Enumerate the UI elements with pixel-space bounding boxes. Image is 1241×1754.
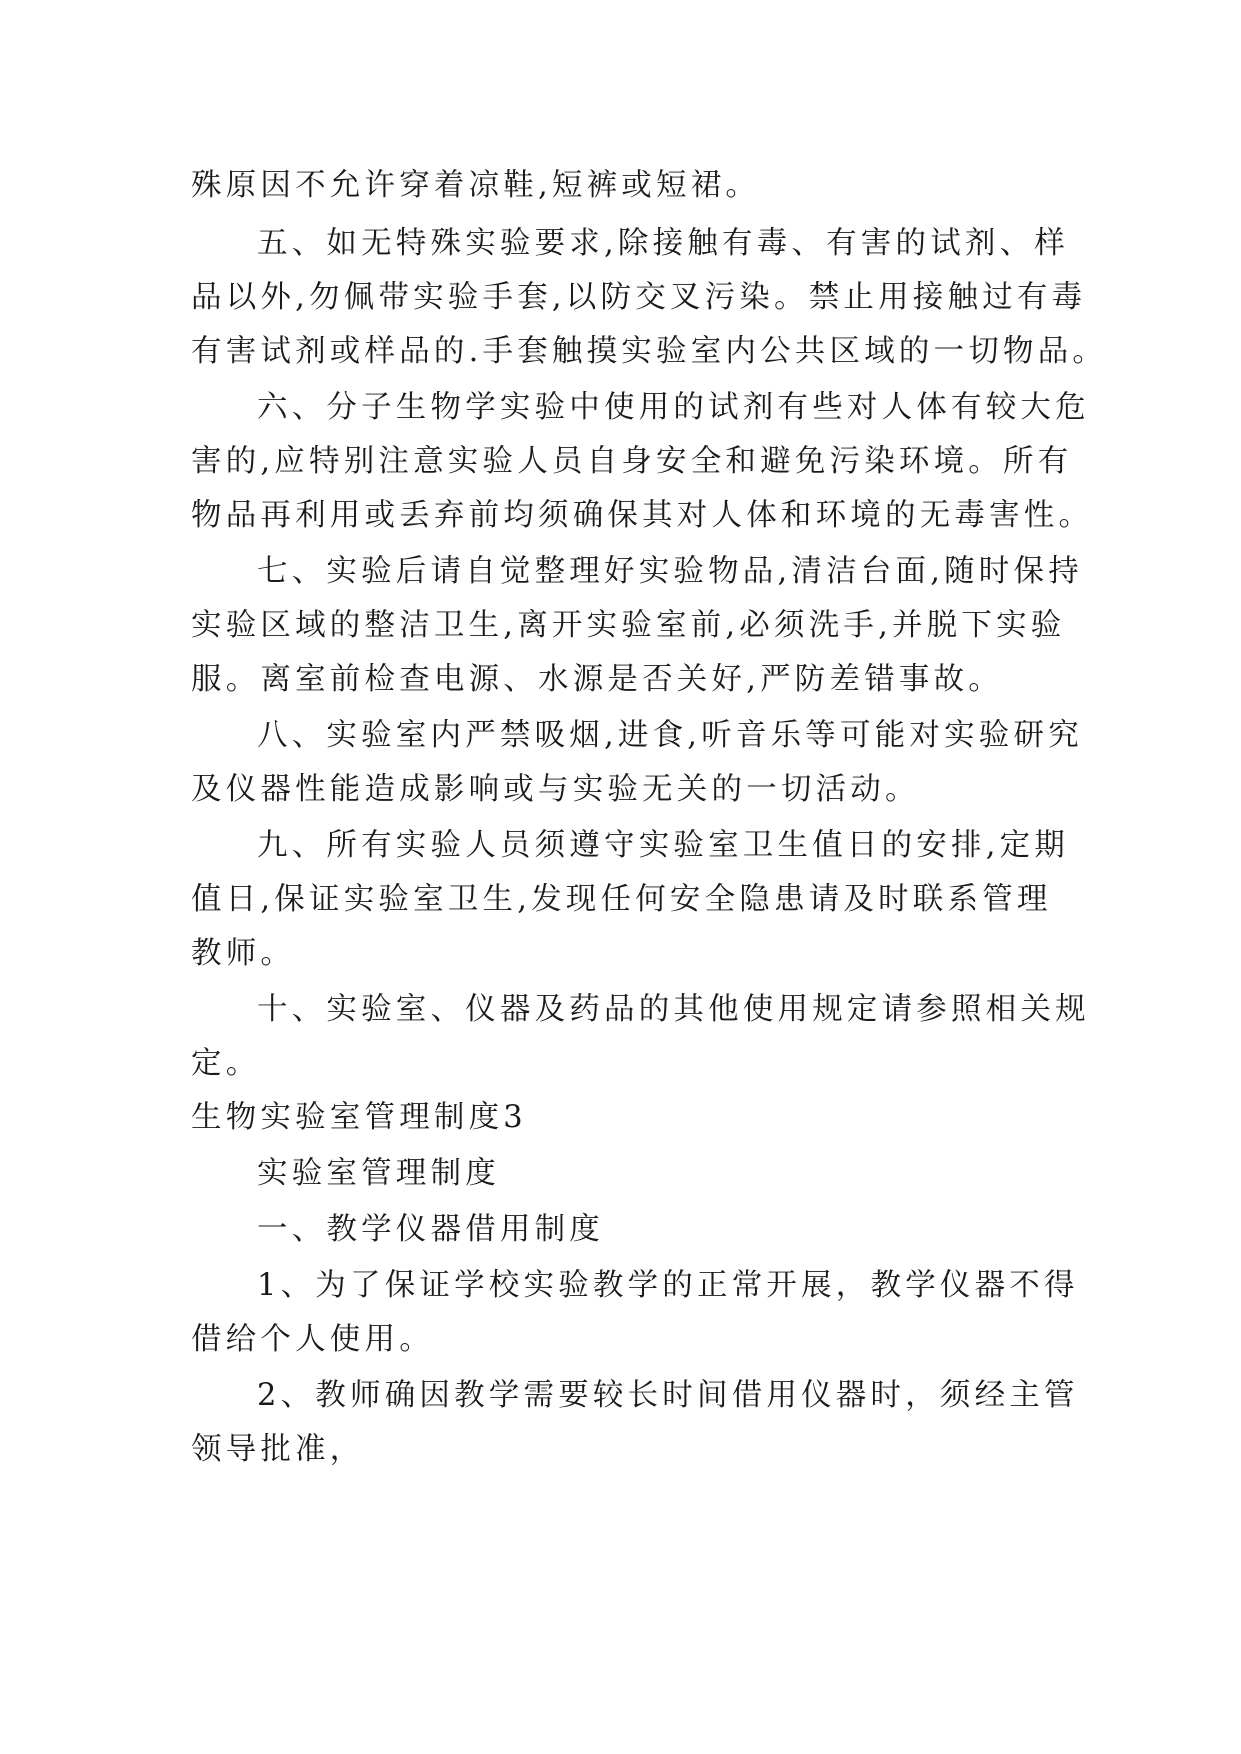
text-line: 教师。: [191, 936, 296, 971]
text-line: 借给个人使用。: [191, 1322, 434, 1357]
rule-item-1-line: 1、为了保证学校实验教学的正常开展，教学仪器不得: [257, 1268, 1079, 1303]
text-line: 值日,保证实验室卫生,发现任何安全隐患请及时联系管理: [191, 882, 1052, 917]
paragraph-8-line: 八、实验室内严禁吸烟,进食,听音乐等可能对实验研究: [257, 718, 1083, 753]
rule-item-2-line: 2、教师确因教学需要较长时间借用仪器时，须经主管: [257, 1378, 1079, 1413]
text-line: 服。离室前检查电源、水源是否关好,严防差错事故。: [191, 662, 1003, 697]
paragraph-5-line: 五、如无特殊实验要求,除接触有毒、有害的试剂、样: [257, 226, 1069, 261]
text-line: 物品再利用或丢弃前均须确保其对人体和环境的无毒害性。: [191, 498, 1094, 533]
text-line: 品以外,勿佩带实验手套,以防交叉污染。禁止用接触过有毒: [191, 280, 1087, 315]
text-line: 实验区域的整洁卫生,离开实验室前,必须洗手,并脱下实验: [191, 608, 1066, 643]
paragraph-10-line: 十、实验室、仪器及药品的其他使用规定请参照相关规: [257, 992, 1090, 1027]
text-line: 殊原因不允许穿着凉鞋,短裤或短裙。: [191, 168, 761, 203]
text-line: 定。: [191, 1046, 261, 1081]
rule-heading: 一、教学仪器借用制度: [257, 1212, 604, 1247]
paragraph-9-line: 九、所有实验人员须遵守实验室卫生值日的安排,定期: [257, 828, 1069, 863]
text-line: 及仪器性能造成影响或与实验无关的一切活动。: [191, 772, 920, 807]
subsection-title: 实验室管理制度: [257, 1156, 500, 1191]
text-line: 领导批准，: [191, 1432, 365, 1467]
paragraph-6-line: 六、分子生物学实验中使用的试剂有些对人体有较大危: [257, 390, 1090, 425]
paragraph-7-line: 七、实验后请自觉整理好实验物品,清洁台面,随时保持: [257, 554, 1083, 589]
section-title: 生物实验室管理制度3: [191, 1100, 527, 1135]
text-line: 有害试剂或样品的.手套触摸实验室内公共区域的一切物品。: [191, 334, 1108, 369]
text-line: 害的,应特别注意实验人员自身安全和避免污染环境。所有: [191, 444, 1073, 479]
